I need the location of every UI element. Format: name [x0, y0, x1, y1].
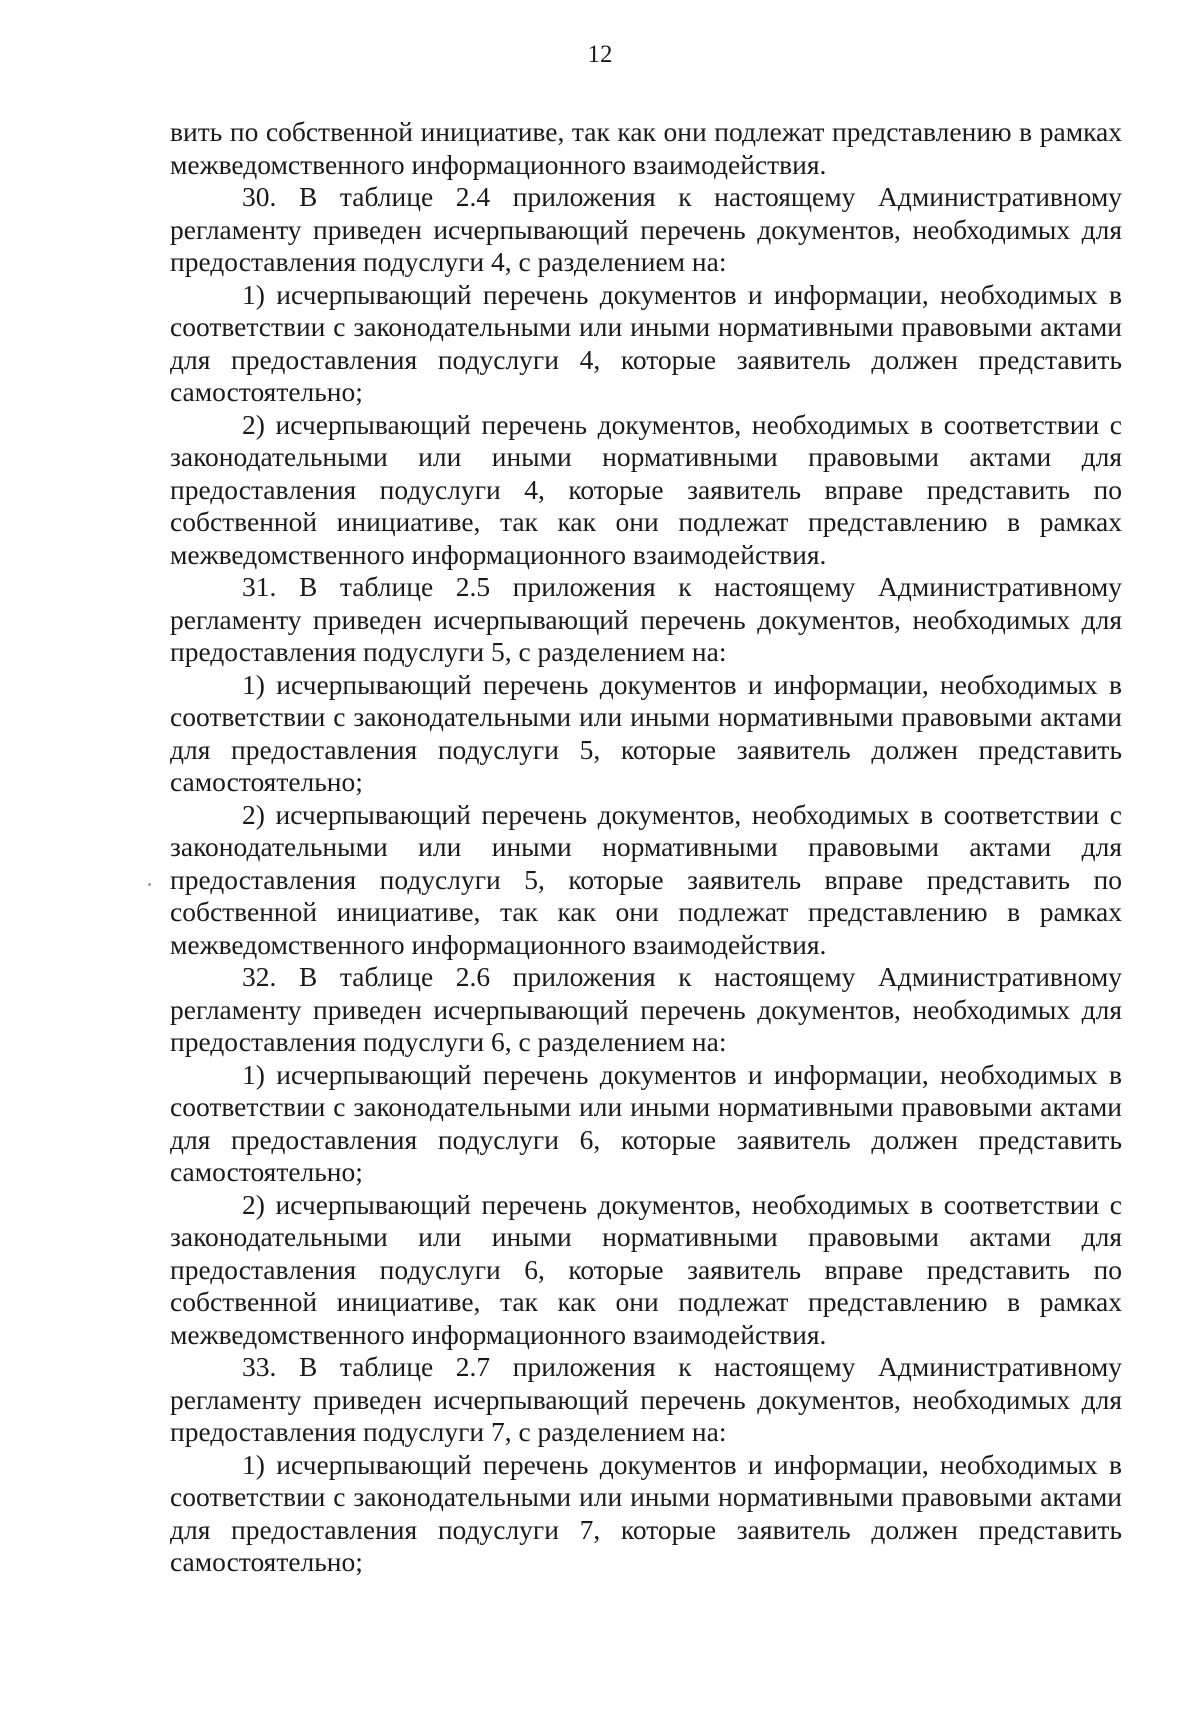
- paragraph-item-31: 31. В таблице 2.5 приложения к настоящему Административному регламенту приведен исчерпывающий перечень документов, необходимых для предоставления подуслуги 5, с разделением на:: [170, 571, 1122, 667]
- paragraph-item-30: 30. В таблице 2.4 приложения к настоящему Административному регламенту приведен исчерпывающий перечень документов, необходимых для предоставления подуслуги 4, с разделением на:: [170, 181, 1122, 277]
- paragraph-item-33: 33. В таблице 2.7 приложения к настоящему Административному регламенту приведен исчерпывающий перечень документов, необходимых для предоставления подуслуги 7, с разделением на:: [170, 1351, 1122, 1447]
- paragraph-item-31-sub-2: 2) исчерпывающий перечень документов, необходимых в соответствии с законодательными или иными нормативными правовыми актами для предоставления подуслуги 5, которые заявитель вправе представить по собственной инициативе, так как они подлежат представлению в рамках межведомственного информационного взаимодействия.: [170, 798, 1122, 960]
- document-body: [170, 116, 1122, 1579]
- paragraph-item-32-sub-1: 1) исчерпывающий перечень документов и информации, необходимых в соответствии с законодательными или иными нормативными правовыми актами для предоставления подуслуги 6, которые заявитель должен представить самостоятельно;: [170, 1058, 1122, 1187]
- paragraph-item-30-sub-2: 2) исчерпывающий перечень документов, необходимых в соответствии с законодательными или иными нормативными правовыми актами для предоставления подуслуги 4, которые заявитель вправе представить по собственной инициативе, так как они подлежат представлению в рамках межведомственного информационного взаимодействия.: [170, 408, 1122, 570]
- page-number: 12: [587, 41, 613, 68]
- paragraph-continuation: вить по собственной инициативе, так как они подлежат представлению в рамках межведомственного информационного взаимодействия.: [170, 116, 1122, 180]
- paragraph-item-30-sub-1: 1) исчерпывающий перечень документов и информации, необходимых в соответствии с законодательными или иными нормативными правовыми актами для предоставления подуслуги 4, которые заявитель должен представить самостоятельно;: [170, 278, 1122, 407]
- paragraph-item-32-sub-2: 2) исчерпывающий перечень документов, необходимых в соответствии с законодательными или иными нормативными правовыми актами для предоставления подуслуги 6, которые заявитель вправе представить по собственной инициативе, так как они подлежат представлению в рамках межведомственного информационного взаимодействия.: [170, 1188, 1122, 1350]
- paragraph-item-33-sub-1: 1) исчерпывающий перечень документов и информации, необходимых в соответствии с законодательными или иными нормативными правовыми актами для предоставления подуслуги 7, которые заявитель должен представить самостоятельно;: [170, 1448, 1122, 1577]
- scan-speck: [148, 883, 151, 886]
- paragraph-item-31-sub-1: 1) исчерпывающий перечень документов и информации, необходимых в соответствии с законодательными или иными нормативными правовыми актами для предоставления подуслуги 5, которые заявитель должен представить самостоятельно;: [170, 668, 1122, 797]
- paragraph-item-32: 32. В таблице 2.6 приложения к настоящему Административному регламенту приведен исчерпывающий перечень документов, необходимых для предоставления подуслуги 6, с разделением на:: [170, 961, 1122, 1057]
